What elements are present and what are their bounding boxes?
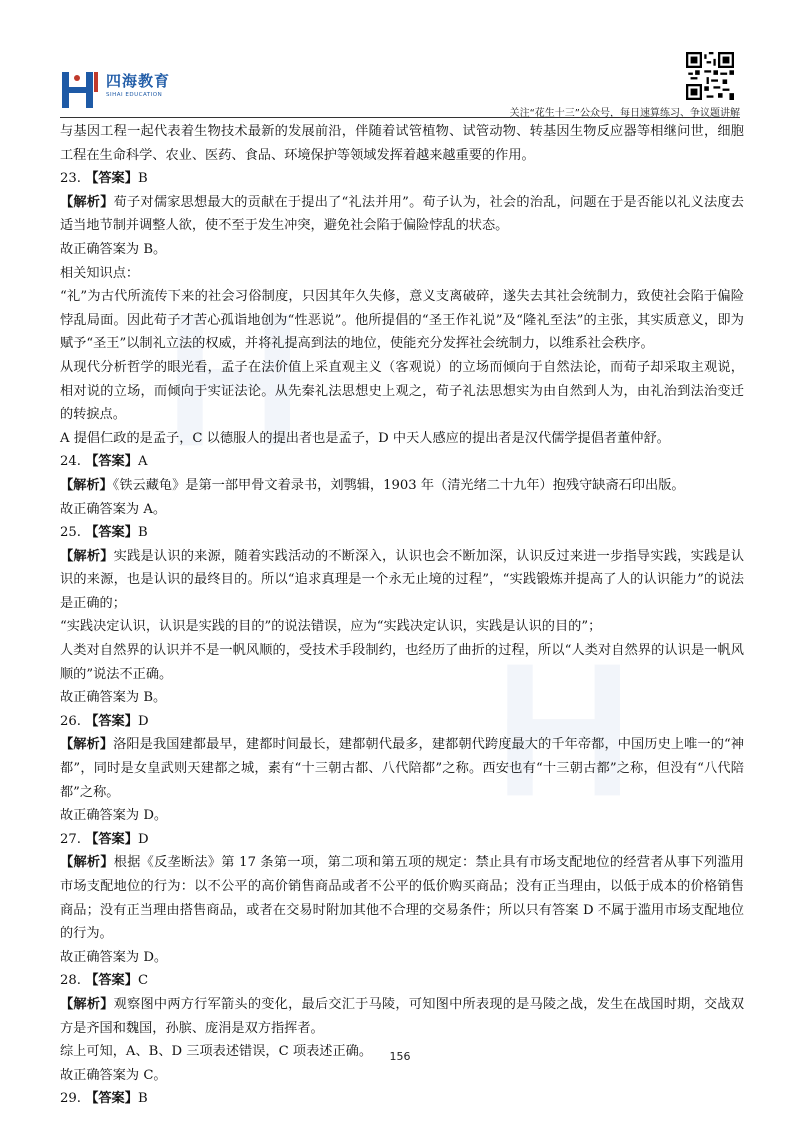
paragraph-text: B (137, 1091, 148, 1107)
paragraph-text: 故正确答案为 B。 (60, 690, 167, 706)
answer-line (60, 1087, 744, 1111)
logo (60, 68, 205, 114)
text-paragraph (60, 356, 744, 427)
header-divider (60, 117, 740, 118)
paragraph-text: C (137, 973, 149, 989)
question-number: 25. (60, 525, 81, 541)
section-tag: 【解析】 (60, 548, 114, 564)
question-number: 23. (60, 171, 81, 187)
question-number: 28. (60, 973, 81, 989)
section-tag: 【解析】 (60, 996, 114, 1012)
paragraph-text: 故正确答案为 D。 (60, 808, 168, 824)
text-paragraph (60, 615, 744, 639)
paragraph-text: 观察图中两方行军箭头的变化，最后交汇于马陵，可知图中所表现的是马陵之战，发生在战国时期，交战双方是齐国和魏国，孙膑、庞涓是双方指挥者。 (60, 996, 745, 1036)
explanation-paragraph (60, 191, 744, 238)
section-tag: 【解析】 (60, 477, 113, 493)
paragraph-text: 故正确答案为 D。 (60, 949, 168, 965)
answer-line (60, 450, 744, 474)
paragraph-text: “实践决定认识，认识是实践的目的”的说法错误，应为“实践决定认识，实践是认识的目的”； (60, 619, 602, 635)
paragraph-text: 洛阳是我国建都最早，建都时间最长，建都朝代最多，建都朝代跨度最大的千年帝都，中国历史上唯一的“神都”，同时是女皇武则天建都之城，素有“十三朝古都、八代陪都”之称。西安也有“十三朝古都”之称，但没有“八代陪都”之称。 (60, 737, 744, 800)
text-paragraph (60, 1064, 744, 1088)
paragraph-text: 《铁云藏龟》是第一部甲骨文着录书，刘鹗辑，1903 年（清光绪二十九年）抱残守缺斋石印出版。 (112, 477, 685, 493)
text-paragraph (60, 427, 744, 451)
text-paragraph (60, 120, 744, 167)
page-number: 156 (389, 1050, 411, 1063)
question-number: 24. (60, 454, 81, 470)
section-tag: 【解析】 (60, 737, 114, 753)
section-tag: 【答案】 (85, 525, 138, 541)
answer-line (60, 710, 744, 734)
paragraph-text: 故正确答案为 A。 (60, 501, 167, 517)
paragraph-text: 根据《反垄断法》第 17 条第一项，第二项和第五项的规定：禁止具有市场支配地位的经营者从事下列滥用市场支配地位的行为：以不公平的高价销售商品或者不公平的低价购买商品；没有正当理由，以低于成本的价格销售商品；没有正当理由搭售商品，或者在交易时附加其他不合理的交易条件；所以只有答案 D 不属于滥用市场支配地位的行为。 (60, 855, 744, 942)
explanation-paragraph (60, 474, 744, 498)
explanation-paragraph (60, 733, 744, 804)
text-paragraph (60, 804, 744, 828)
paragraph-text: B (137, 171, 148, 187)
answer-line (60, 167, 744, 191)
paragraph-text: D (137, 831, 149, 847)
section-tag: 【答案】 (85, 973, 138, 989)
paragraph-text: B (137, 525, 148, 541)
answer-line (60, 969, 744, 993)
section-tag: 【答案】 (85, 713, 138, 729)
section-tag: 【解析】 (60, 855, 114, 871)
explanation-paragraph (60, 545, 744, 616)
logo-text: 四海教育 (106, 72, 171, 90)
qr-code-icon (686, 52, 734, 100)
answer-explanations (60, 120, 744, 1111)
header-slogan: 关注“花生十三”公众号，每日速算练习、争议题讲解 (509, 108, 740, 119)
paragraph-text: “礼”为古代所流传下来的社会习俗制度，只因其年久失修，意义支离破碎，遂失去其社会统制力，致使社会陷于偏险悖乱局面。因此荀子才苦心孤诣地创为“性恶说”。他所提倡的“圣王作礼说”及“隆礼至法”的主张，其实质意义，即为赋予“圣王”以制礼立法的权威，并将礼提高到法的地位，使能充分发挥社会统制力，以维系社会秩序。 (60, 289, 744, 352)
paragraph-text: A (137, 454, 148, 470)
question-number: 26. (60, 713, 81, 729)
paragraph-text: 综上可知，A、B、D 三项表述错误，C 项表述正确。 (60, 1044, 373, 1060)
paragraph-text: 故正确答案为 C。 (60, 1067, 167, 1083)
text-paragraph (60, 946, 744, 970)
section-tag: 【答案】 (85, 454, 138, 470)
paragraph-text: D (137, 713, 149, 729)
paragraph-text: A 提倡仁政的是孟子，C 以德服人的提出者也是孟子，D 中天人感应的提出者是汉代儒学提倡者董仲舒。 (60, 430, 670, 446)
paragraph-text: 与基因工程一起代表着生物技术最新的发展前沿，伴随着试管植物、试管动物、转基因生物反应器等相继问世，细胞工程在生命科学、农业、医药、食品、环境保护等领域发挥着越来越重要的作用。 (60, 124, 744, 163)
text-paragraph (60, 285, 744, 356)
text-paragraph (60, 639, 744, 686)
page-header (60, 52, 740, 119)
question-number: 29. (60, 1091, 81, 1107)
text-paragraph (60, 686, 744, 710)
paragraph-text: 从现代分析哲学的眼光看，孟子在法价值上采直观主义（客观说）的立场而倾向于自然法论，而荀子却采取主观说，相对说的立场，而倾向于实证法论。从先秦礼法思想史上观之，荀子礼法思想实为由自然到人为，由礼治到法治变迁的转捩点。 (60, 359, 744, 423)
question-number: 27. (60, 831, 81, 847)
paragraph-text: 人类对自然界的认识并不是一帆风顺的，受技术手段制约，也经历了曲折的过程，所以“人类对自然界的认识是一帆风顺的”说法不正确。 (60, 643, 744, 682)
explanation-paragraph (60, 851, 744, 945)
section-tag: 【答案】 (85, 831, 138, 847)
text-paragraph (60, 262, 744, 286)
section-tag: 【答案】 (85, 171, 138, 187)
paragraph-text: 相关知识点： (60, 265, 140, 281)
paragraph-text: 荀子对儒家思想最大的贡献在于提出了“礼法并用”。荀子认为，社会的治乱，问题在于是否能以礼义法度去适当地节制并调整人欲，使不至于发生冲突，避免社会陷于偏险悖乱的状态。 (60, 194, 744, 234)
section-tag: 【解析】 (60, 194, 114, 210)
paragraph-text: 故正确答案为 B。 (60, 241, 167, 257)
text-paragraph (60, 498, 744, 522)
explanation-paragraph (60, 993, 744, 1040)
answer-line (60, 521, 744, 545)
logo-subtitle: SIHAI EDUCATION (106, 92, 163, 98)
section-tag: 【答案】 (85, 1091, 138, 1107)
answer-line (60, 828, 744, 852)
logo-mark-icon (60, 68, 104, 112)
paragraph-text: 实践是认识的来源，随着实践活动的不断深入，认识也会不断加深，认识反过来进一步指导实践，实践是认识的来源，也是认识的最终目的。所以“追求真理是一个永无止境的过程”，“实践锻炼并提高了人的认识能力”的说法是正确的； (60, 548, 745, 611)
text-paragraph (60, 238, 744, 262)
